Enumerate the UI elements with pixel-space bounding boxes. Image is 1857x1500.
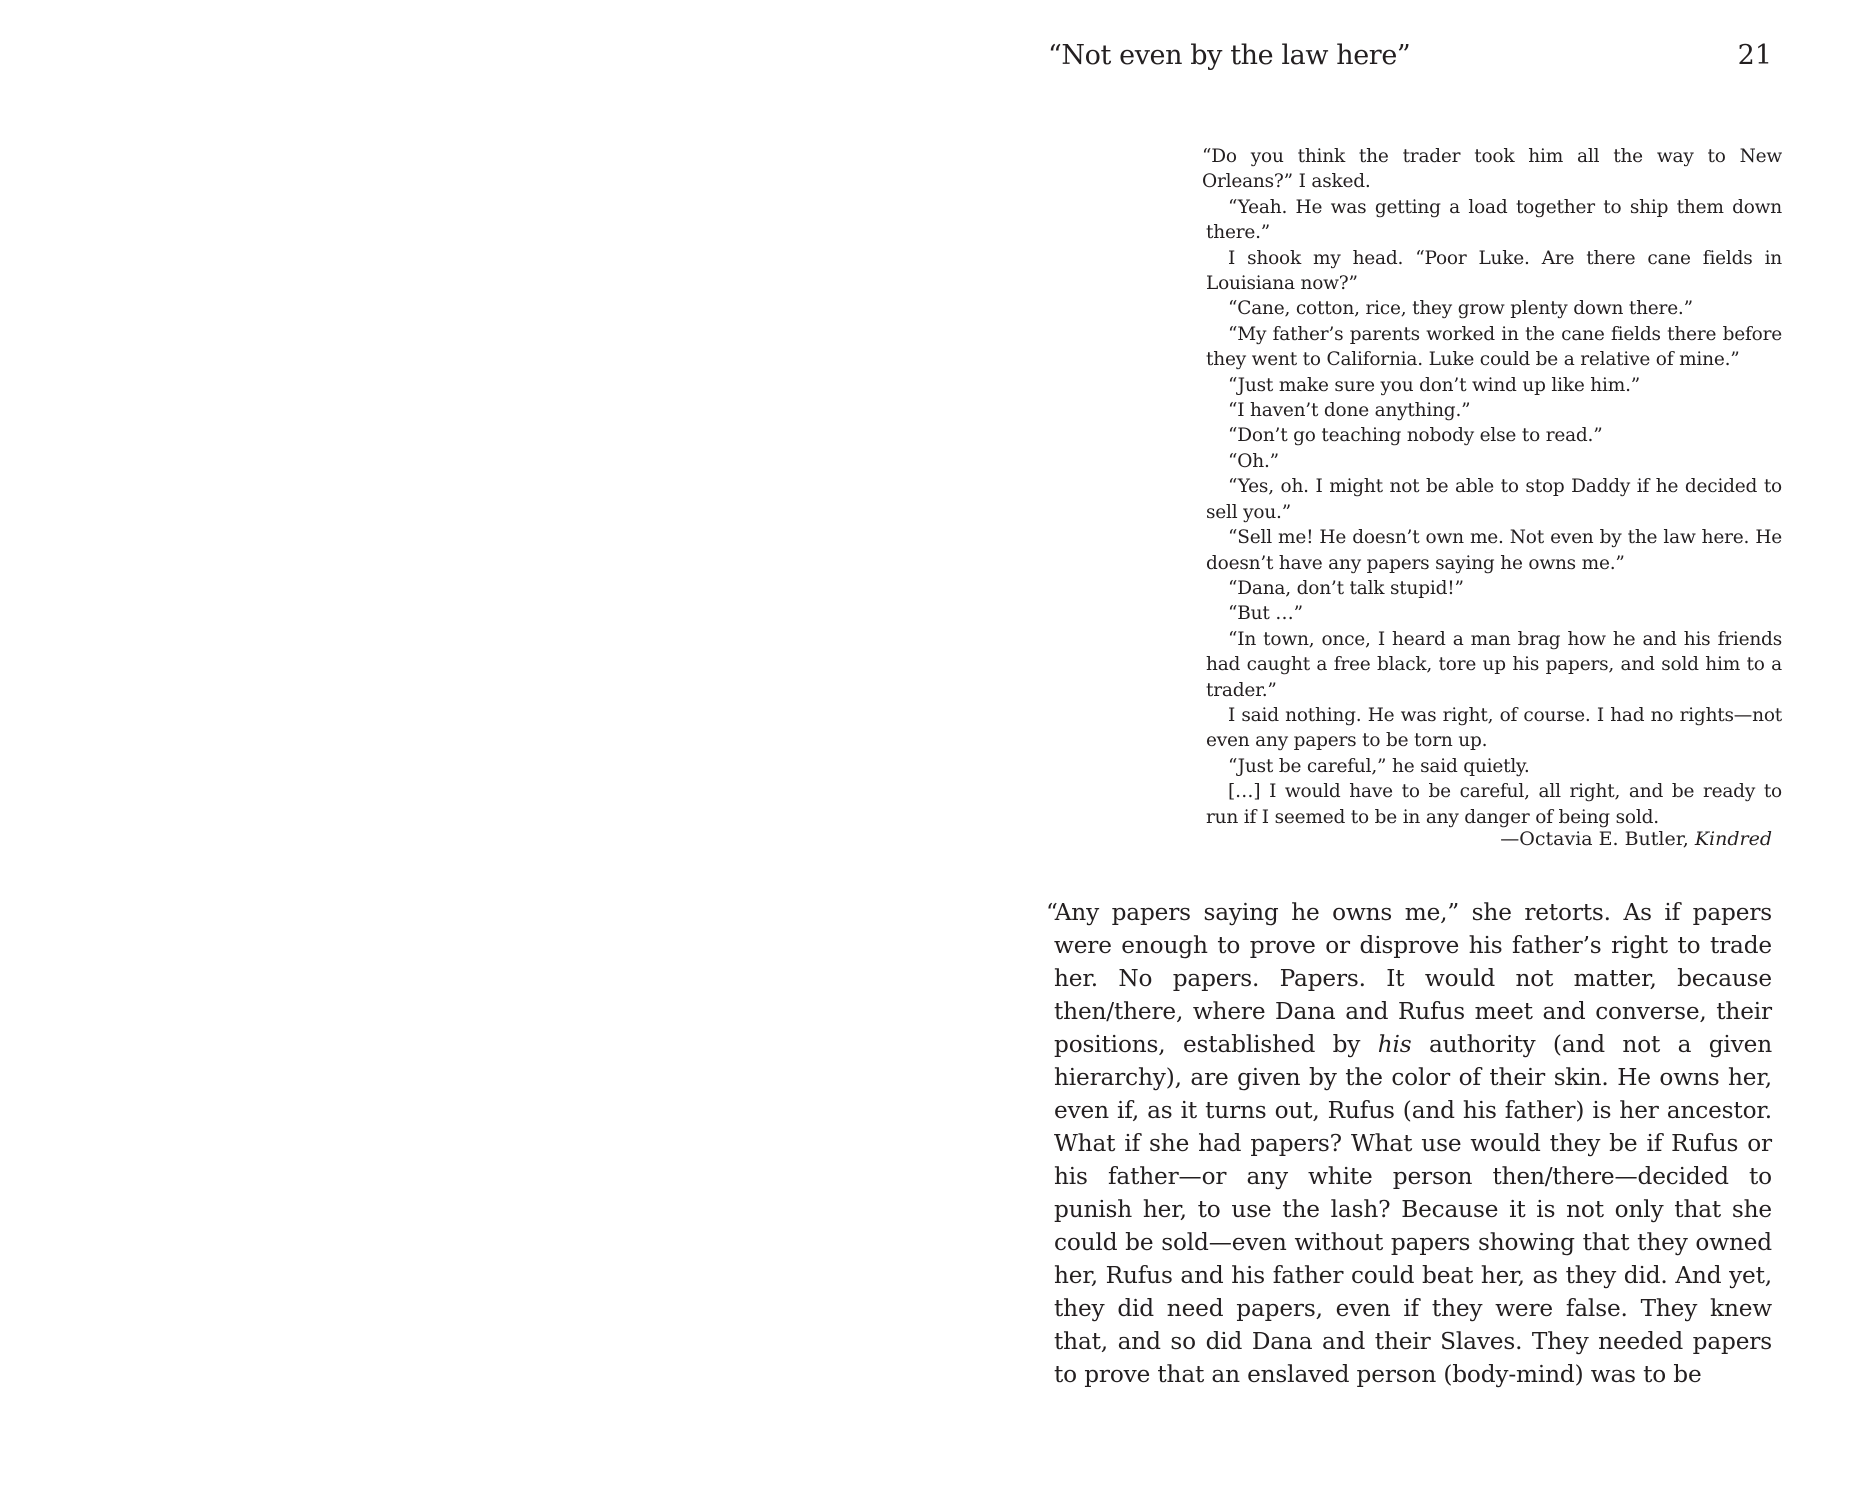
attribution-author: —Octavia E. Butler,	[1500, 828, 1695, 850]
epigraph-paragraph: I shook my head. “Poor Luke. Are there cane fields in Louisiana now?”	[1206, 247, 1782, 295]
epigraph-paragraph: “Oh.”	[1228, 450, 1279, 472]
running-head: “Not even by the law here”	[1048, 40, 1411, 71]
body-text-part-2: authority (and not a given hierarchy), are given by the color of their skin. He owns her, even if, as it turns out, Rufus (and his father) is her ancestor. What if she had papers? What use would they be if Rufus or his father—or any white person then/there—decided to punish her, to use the lash? Because it is not only that she could be sold—even without papers showing that they owned her, Rufus and his father could beat her, as they did. And yet, they did need papers, even if they were false. They knew that, and so did Dana and their Slaves. They needed papers to prove that an enslaved person (body-mind) was to be	[1054, 1031, 1773, 1388]
epigraph-paragraph: “I haven’t done anything.”	[1228, 400, 1471, 422]
epigraph-paragraph: “Just make sure you don’t wind up like him.”	[1228, 374, 1641, 396]
body-paragraph	[1046, 896, 1773, 1391]
epigraph-paragraph: “Don’t go teaching nobody else to read.”	[1228, 425, 1603, 447]
epigraph-paragraph: “Just be careful,” he said quietly.	[1228, 755, 1530, 777]
epigraph-attribution	[1500, 826, 1772, 852]
page-number: 21	[1737, 40, 1772, 71]
epigraph-paragraph: “Cane, cotton, rice, they grow plenty down there.”	[1228, 298, 1693, 320]
epigraph-paragraph: “But …”	[1228, 603, 1303, 625]
epigraph-paragraph: “Yes, oh. I might not be able to stop Daddy if he decided to sell you.”	[1206, 476, 1782, 523]
epigraph-paragraph: I said nothing. He was right, of course. I had no rights—not even any papers to be torn up.	[1206, 704, 1782, 752]
epigraph-paragraph: “Dana, don’t talk stupid!”	[1228, 577, 1464, 599]
epigraph-paragraph: “Sell me! He doesn’t own me. Not even by the law here. He doesn’t have any papers saying he owns me.”	[1206, 527, 1782, 574]
body-text-emphasis: his	[1377, 1031, 1412, 1058]
epigraph-paragraph: “In town, once, I heard a man brag how he and his friends had caught a free black, tore up his papers, and sold him to a trader.”	[1206, 628, 1782, 701]
body-text-part-1: “Any papers saying he owns me,” she retorts. As if papers were enough to prove or disprove his father’s right to trade her. No papers. Papers. It would not matter, because then/there, where Dana and Rufus meet and converse, their positions, established by	[1046, 899, 1772, 1058]
epigraph-paragraph: “My father’s parents worked in the cane fields there before they went to California. Luke could be a relative of mine.”	[1206, 323, 1782, 371]
attribution-book-title: Kindred	[1694, 828, 1772, 850]
epigraph	[1202, 144, 1782, 830]
epigraph-paragraph: “Do you think the trader took him all the way to New Orleans?” I asked.	[1202, 146, 1782, 193]
epigraph-paragraph: “Yeah. He was getting a load together to ship them down there.”	[1206, 196, 1782, 244]
epigraph-paragraph: […] I would have to be careful, all right, and be ready to run if I seemed to be in any danger of being sold.	[1206, 781, 1782, 828]
